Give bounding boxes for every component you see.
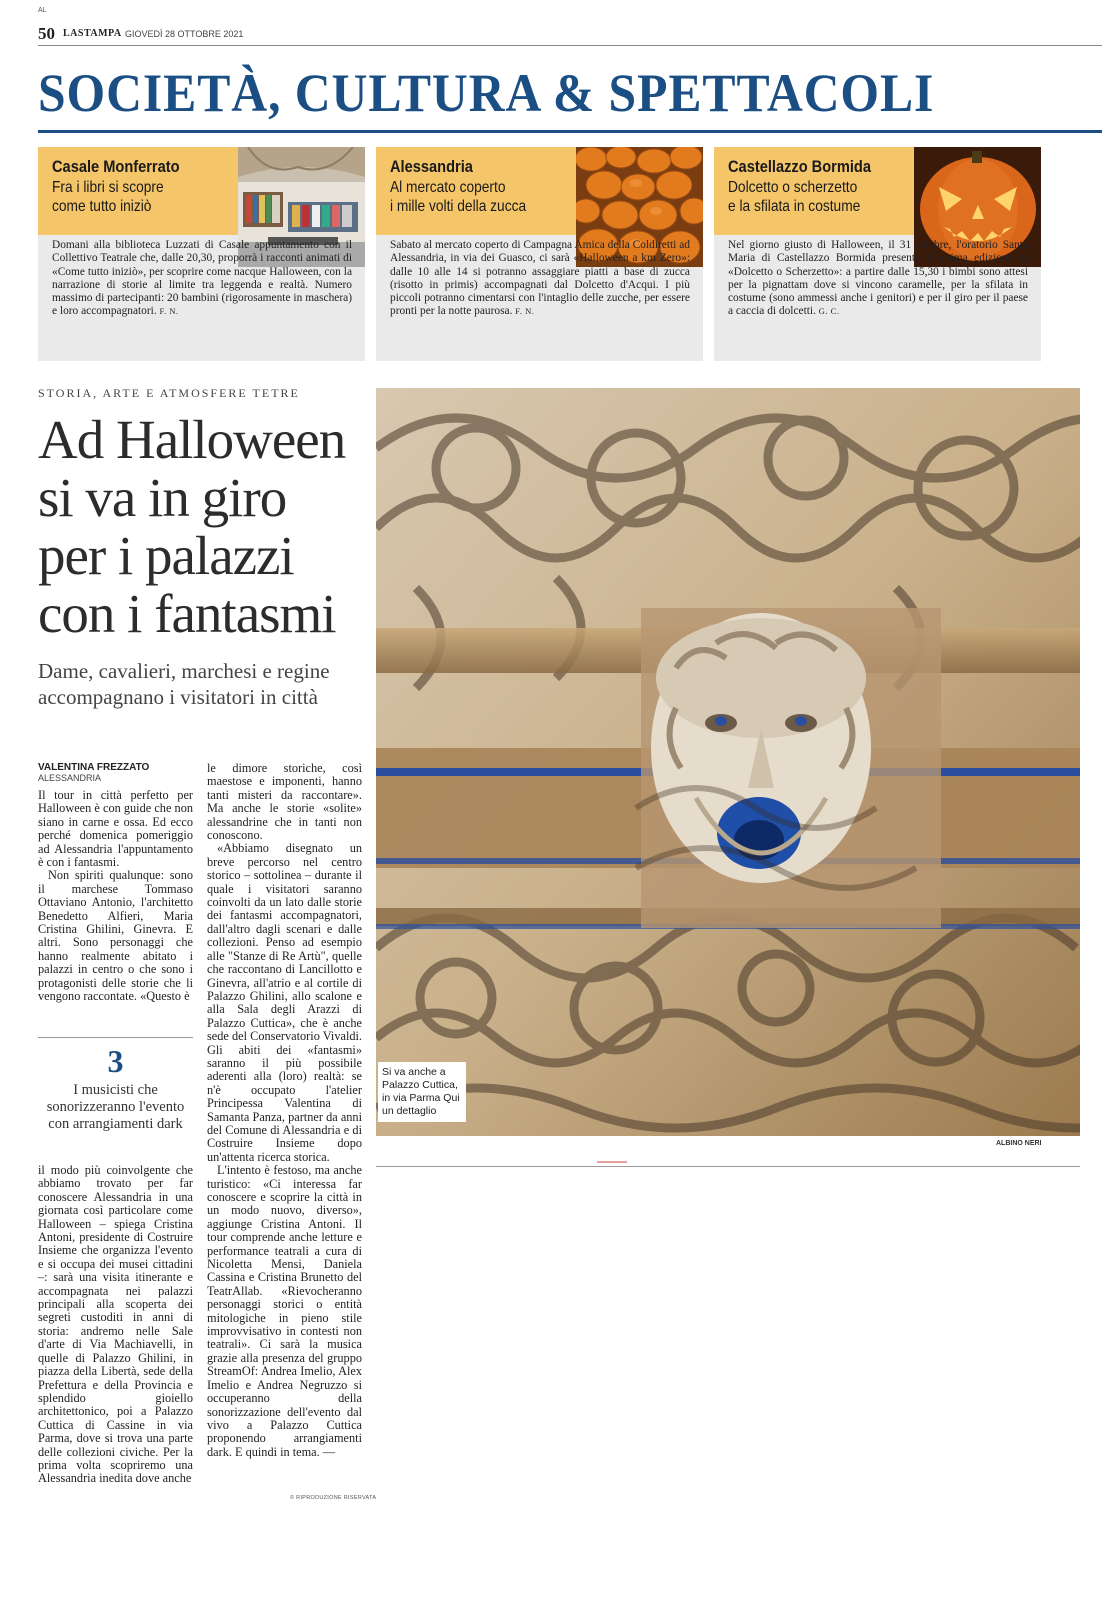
news-box-casale <box>38 147 365 361</box>
pull-quote-number: 3 <box>107 1043 124 1079</box>
copyright-notice: © RIPRODUZIONE RISERVATA <box>290 1495 377 1501</box>
author-location: ALESSANDRIA <box>38 773 102 783</box>
article-deck: Dame, cavalieri, marchesi e regine accompagnano i visitatori in città <box>38 659 330 709</box>
section-title: SOCIETÀ, CULTURA & SPETTACOLI <box>38 63 935 123</box>
box-text: Nel giorno giusto di Halloween, il 31 ottobre, l'oratorio Santa Maria di Castellazzo Bormida presenta la prima edizione di «Dolcetto o Scherzetto»: a partire dalle 15,30 i bimbi sono attesi per la pignattam dove si vincono caramelle, per la sfilata in costume (sono ammessi anche i genitori) e per il giro per il paese a caccia di dolcetti. G. C. <box>728 239 1028 318</box>
article-headline: Ad Halloween si va in giro per i palazzi con i fantasmi <box>38 409 346 644</box>
photo-bottom-rule <box>376 1166 1080 1167</box>
box-text: Sabato al mercato coperto di Campagna Amica della Coldiretti ad Alessandria, in via dei Guasco, ci sarà «Halloween a km Zero»: dalle 10 alle 14 si potranno assaggiare piatti a base di zucca (risotto in primis) accompagnati dal Dolcetto d'Acqui. I più piccoli potranno cimentarsi con l'intaglio delle zucche, per essere pronti per la notte paurosa. F. N. <box>390 239 690 318</box>
pull-quote <box>38 1037 193 1133</box>
article-column-2: le dimore storiche, così maestose e imponenti, hanno tanti misteri da raccontare». Ma anche le storie «solite» alessandrine che in tanti non conoscono. «Abbiamo disegnato un breve percorso nel centro storico – sottolinea – durante il quale i visitatori saranno coinvolti da un lato dalle storie dei fantasmi accompagnatori, dall'altro dagli scenari e dalle collezioni. Penso ad esempio alle "Stanze di Re Artù", quelle che raccontano di Lancillotto e Ginevra, all'atrio e al cortile di Palazzo Ghilini, allo scalone e alla Sala degli Arazzi di Palazzo Cuttica», che è anche sede del Conservatorio Vivaldi. Gli abiti dei «fantasmi» saranno il più possibile aderenti alla (loro) realtà: se n'è occupato l'atelier Principessa Valentina di Samanta Panza, partner da anni del Comune di Alessandria e di Costruire Insieme dopo un'attenta ricerca storica. L'intento è festoso, ma anche turistico: «Ci interessa far conoscere e scoprire la città in un modo nuovo, diverso», aggiunge Cristina Antoni. Il tour comprende anche letture e performance teatrali a cura di Nicoletta Mensi, Daniela Cassina e Cristina Brunetto del TeatrAllab. «Rievocheranno personaggi storici o entità mitologiche in pieno stile improvvisativo in contesti non teatrali». Ci sarà la musica grazie alla presenza del gruppo StreamOf: Andrea Imelio, Alex Imelio e Andrea Negruzzo si occuperanno della sonorizzazione dell'evento dal vivo a Palazzo Cuttica proponendo arrangiamenti dark. E quindi in tema. — <box>207 761 362 1459</box>
box-subtitle: Dolcetto o scherzetto e la sfilata in costume <box>728 179 861 215</box>
box-city: Alessandria <box>390 157 473 176</box>
photo-credit: ALBINO NERI <box>996 1140 1042 1147</box>
pull-quote-text: I musicisti che sonorizzeranno l'evento con arrangiamenti dark <box>46 1082 185 1132</box>
photo-caption: Si va anche a Palazzo Cuttica, in via Parma Qui un dettaglio <box>378 1062 466 1122</box>
box-subtitle: Fra i libri si scopre come tutto iniziò <box>52 179 164 215</box>
box-subtitle: Al mercato coperto i mille volti della zucca <box>390 179 527 215</box>
decorative-mark <box>597 1161 627 1163</box>
mascaron-photo <box>376 388 1080 1136</box>
newspaper-name: LASTAMPA <box>63 28 122 39</box>
issue-date: GIOVEDÌ 28 OTTOBRE 2021 <box>125 29 244 39</box>
author-name: VALENTINA FREZZATO <box>38 762 150 773</box>
box-city: Castellazzo Bormida <box>728 157 871 176</box>
news-box-alessandria <box>376 147 703 361</box>
page-number: 50 <box>38 24 55 43</box>
article-kicker: STORIA, ARTE E ATMOSFERE TETRE <box>38 386 300 400</box>
article-column-1a: Il tour in città perfetto per Halloween è con guide che non siano in carne e ossa. Ed ecco perché domenica pomeriggio ad Alessandria l'appuntamento è con i fantasmi. Non spiriti qualunque: sono il marchese Tommaso Ottaviano Antonio, l'architetto Benedetto Alfieri, Maria Cristina Ghilini, Ginevra. E altri. Sono personaggi che hanno realmente abitato i palazzi in centro o che sono i protagonisti delle storie che li vengono raccontate. «Questo è <box>38 788 193 1004</box>
box-text: Domani alla biblioteca Luzzati di Casale appuntamento con il Collettivo Teatrale che, dalle 20,30, proporrà i racconti animati di «Come tutto iniziò», per scoprire come nacque Halloween, con la narrazione di storie al limite tra leggenda e realtà. Numero massimo di partecipanti: 20 bambini (rigorosamente in maschera) e loro accompagnatori. F. N. <box>52 239 352 318</box>
top-rule <box>38 45 1102 46</box>
box-city: Casale Monferrato <box>52 157 180 176</box>
news-box-castellazzo <box>714 147 1041 361</box>
section-rule <box>38 130 1102 133</box>
edition-label: AL <box>38 7 47 14</box>
article-column-1b: il modo più coinvolgente che abbiamo trovato per far conoscere Alessandria in una giornata così particolare come Halloween – spiega Cristina Antoni, presidente di Costruire Insieme che organizza l'evento e si occupa dei musei cittadini –: sarà una visita itinerante e accompagnata nei palazzi principali alla scoperta dei segreti custoditi in anni di storia: andremo nelle Sale d'arte di Via Machiavelli, in quelle di Palazzo Ghilini, in piazza della Libertà, sede della Prefettura e della Provincia e splendido gioiello architettonico, poi a Palazzo Cuttica di Cassine in via Parma, dove si trova una parte delle collezioni civiche. Per la prima volta scopriremo una Alessandria inedita dove anche <box>38 1163 193 1486</box>
